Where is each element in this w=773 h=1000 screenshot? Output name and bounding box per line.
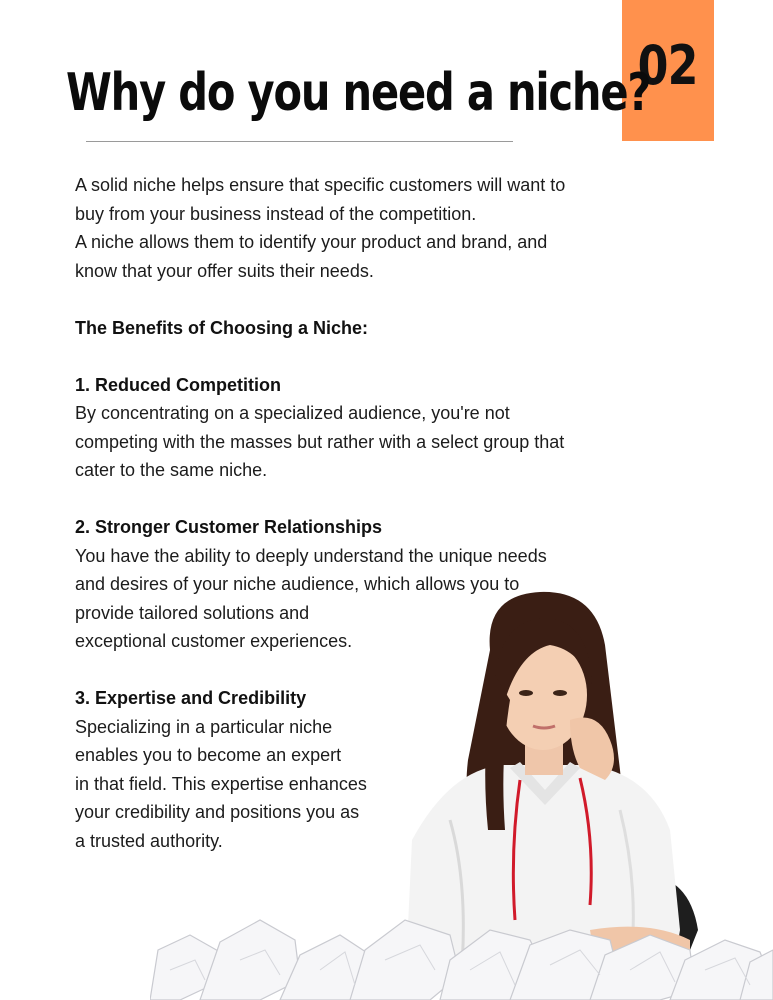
page-title: Why do you need a niche?: [66, 63, 651, 123]
intro-line: buy from your business instead of the competition.: [75, 203, 477, 224]
body-line: a trusted authority.: [75, 830, 223, 851]
intro-line: A solid niche helps ensure that specific customers will want to: [75, 175, 566, 195]
section-heading-reduced-competition: 1. Reduced Competition: [75, 374, 282, 395]
section-body-expertise-credibility: [75, 713, 685, 856]
body-line: and desires of your niche audience, which allows you to: [75, 574, 520, 594]
benefits-heading: The Benefits of Choosing a Niche:: [75, 317, 369, 338]
section-body-customer-relationships: [75, 542, 685, 656]
body-line: competing with the masses but rather with a select group that: [75, 431, 565, 452]
body-line: You have the ability to deeply understand the unique needs: [75, 545, 547, 566]
intro-paragraph: [75, 171, 685, 285]
body-line: exceptional customer experiences.: [75, 631, 353, 651]
intro-line: know that your offer suits their needs.: [75, 260, 374, 281]
page-number: 02: [638, 34, 698, 97]
intro-line: A niche allows them to identify your product and brand, and: [75, 232, 548, 252]
body-line: in that field. This expertise enhances: [75, 773, 367, 794]
title-divider: [86, 141, 513, 142]
body-line: By concentrating on a specialized audience, you're not: [75, 403, 510, 423]
section-heading-expertise-credibility: 3. Expertise and Credibility: [75, 688, 307, 708]
body-line: Specializing in a particular niche: [75, 716, 333, 737]
body-line: cater to the same niche.: [75, 460, 268, 480]
section-body-reduced-competition: [75, 399, 685, 485]
body-line: provide tailored solutions and: [75, 602, 310, 623]
body-line: enables you to become an expert: [75, 745, 342, 765]
body-text: [75, 171, 685, 855]
section-heading-customer-relationships: 2. Stronger Customer Relationships: [75, 517, 383, 537]
body-line: your credibility and positions you as: [75, 802, 360, 822]
